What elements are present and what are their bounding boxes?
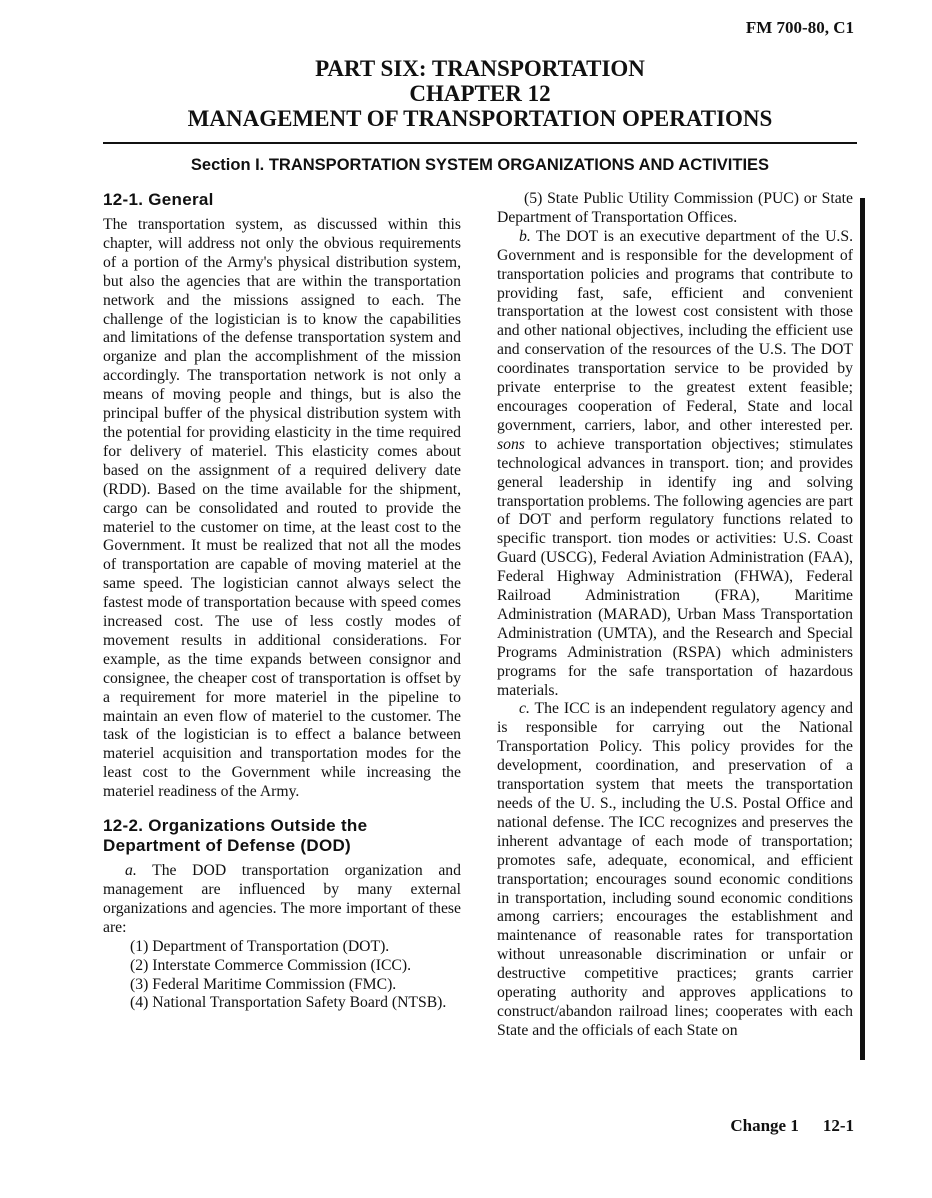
page-number: 12-1 [822, 1116, 854, 1135]
paragraph-b-italic: sons [497, 435, 525, 453]
change-bar [860, 198, 865, 1060]
paragraph-c-text: The ICC is an independent regulatory agency and is responsible for carrying out the National Transportation Policy. This policy provides for the development, coordination, and preservation of a transportation system that meets the transportation needs of the U. S., including the U.S. Postal Office and national defense. The ICC recognizes and preserves the inherent advantage of each mode of transportation; promotes safe, adequate, economical, and efficient transportation; encourages sound economic conditions in transportation, including sound economic conditions among carriers; encourages the establishment and maintenance of reasonable rates for transportation without unreasonable discrimination or unfair or destructive competitive practices; grants carrier operating authority and approves applications to construct/abandon railroad lines; cooperates with each State and the officials of each State on [497, 700, 853, 1039]
paragraph-general: The transportation system, as discussed within this chapter, will address not only the obvious requirements of a portion of the Army's physical distribution system, but also the agencies that are within the transportation network and the missions assigned to each. The challenge of the logistician is to know the capabilities and limitations of the defense transportation system and organize and plan the accomplishment of the mission accordingly. The transportation network is not only a means of moving people and things, but is also the principal buffer of the physical distribution system with the potential for providing elasticity in the time required for delivery of materiel. This elasticity comes about based on the assignment of a required delivery date (RDD). Based on the time available for the shipment, cargo can be consolidated and routed to provide the materiel to the customer on time, at the least cost to the Government. It must be realized that not all the modes of transportation are capable of moving materiel at the same speed. The logistician cannot always select the fastest mode of transportation because with speed comes increased cost. The use of less costly modes of movement results in additional considerations. For example, as the time expands between consignor and consignee, the cheaper cost of transportation is offset by a requirement for more materiel in the pipeline to maintain an even flow of materiel to the customer. The task of the logistician is to effect a balance between materiel acquisition and transportation modes for the least cost to the Government while increasing the materiel readiness of the Army. [103, 216, 461, 801]
section-title: Section I. TRANSPORTATION SYSTEM ORGANIZATIONS AND ACTIVITIES [190, 156, 770, 174]
paragraph-b-text-2: to achieve transportation objectives; stimulates technological advances in transport. tion; and provides general leadership in identify ing and solving transportation problems. The following agencies are part of DOT and perform regulatory functions related to specific transport. tion modes or activities: U.S. Coast Guard (USCG), Federal Aviation Administration (FAA), Federal Highway Administration (FHWA), Federal Railroad Administration (FRA), Maritime Administration (MARAD), Urban Mass Transportation Administration (UMTA), and the Research and Special Programs Administration (RSPA) which administers programs for the safe transportation of hazardous materials. [497, 435, 853, 699]
list-item: (4) National Transportation Safety Board (NTSB). [130, 994, 447, 1012]
document-id: FM 700-80, C1 [745, 18, 854, 37]
right-column [497, 190, 853, 1041]
page-footer [730, 1116, 854, 1136]
list-item: (2) Interstate Commerce Commission (ICC). [130, 956, 412, 974]
part-title: PART SIX: TRANSPORTATION [315, 56, 645, 81]
list-item: (1) Department of Transportation (DOT). [130, 937, 390, 955]
chapter-title: MANAGEMENT OF TRANSPORTATION OPERATIONS [187, 106, 773, 131]
paragraph-b-text-1: The DOT is an executive department of the U.S. Government and is responsible for the development of transportation policies and programs that contribute to providing fast, safe, efficient and convenient transportation at the lowest cost consistent with those and other national objectives, including the efficient use and conservation of the resources of the U.S. The DOT coordinates transportation service to be provided by private enterprise to the greatest extent feasible; encourages cooperation of Federal, State and local government, carriers, labor, and other interested per. [497, 227, 853, 434]
paragraph-a-text: The DOD transportation organization and management are influenced by many external organizations and agencies. The more important of these are: [103, 862, 461, 936]
paragraph-a [103, 862, 461, 938]
marker-a: a. [125, 862, 137, 880]
marker-c: c. [519, 700, 530, 718]
heading-general: 12-1. General [103, 190, 214, 209]
change-label: Change 1 [730, 1116, 799, 1135]
left-column [103, 190, 461, 1013]
paragraph-b [497, 228, 853, 701]
list-item: (3) Federal Maritime Commission (FMC). [130, 975, 397, 993]
marker-b: b. [519, 227, 531, 245]
chapter-number: CHAPTER 12 [409, 81, 551, 106]
title-block [103, 56, 857, 131]
list-item: (5) State Public Utility Commission (PUC) or State Department of Transportation Offices. [497, 190, 853, 226]
title-divider [103, 142, 857, 144]
heading-organizations: 12-2. Organizations Outside the Department of Defense (DOD) [103, 816, 368, 856]
paragraph-c [497, 700, 853, 1040]
